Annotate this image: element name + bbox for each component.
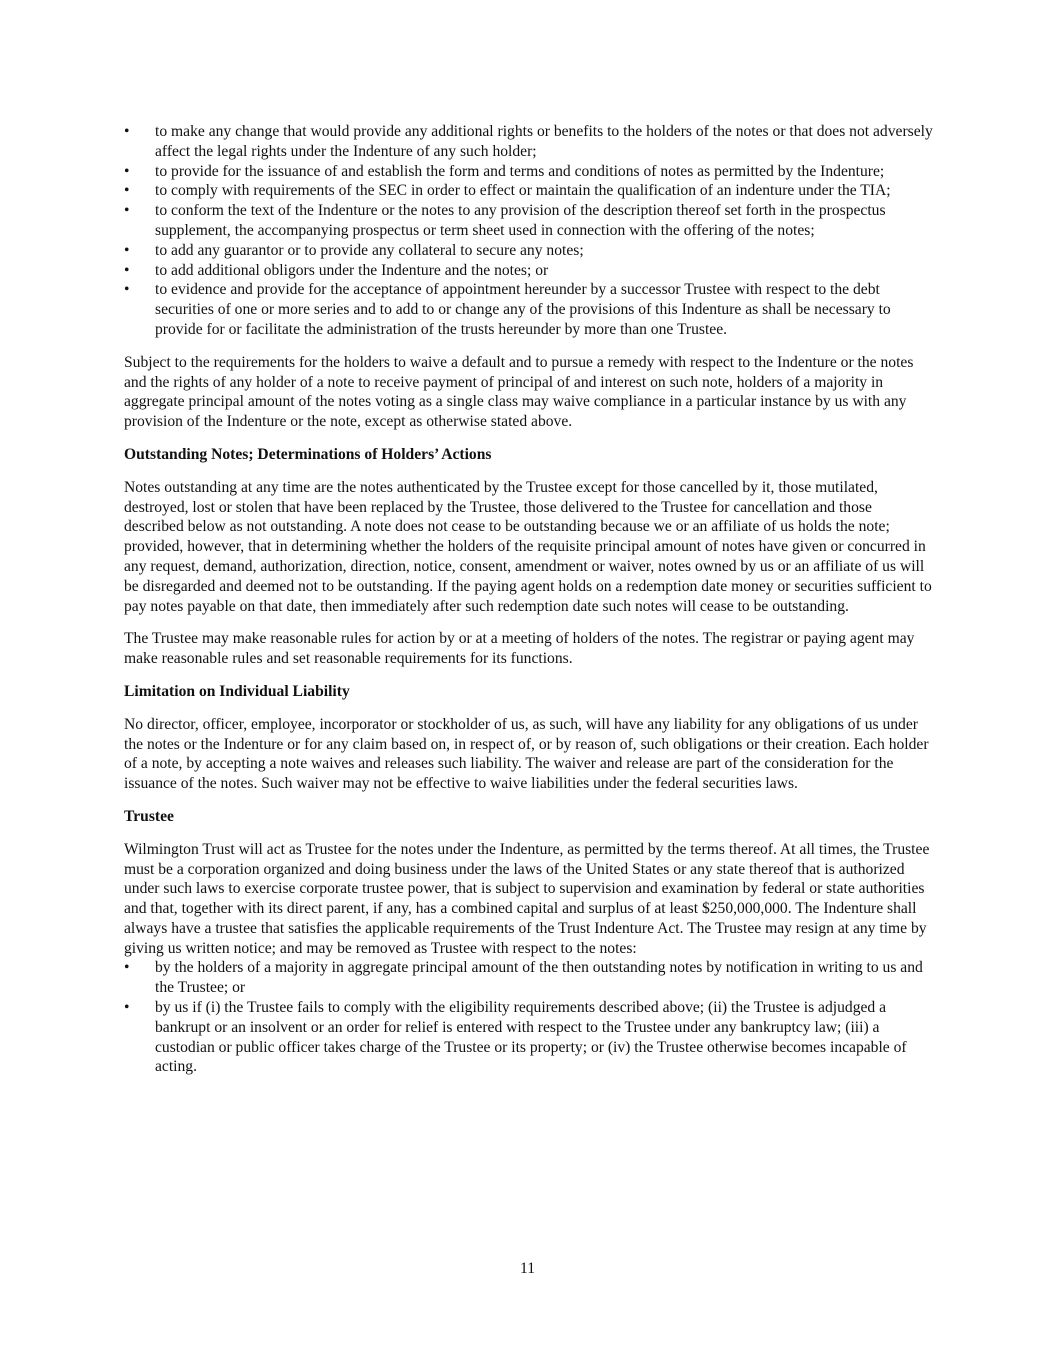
list-item-text: to provide for the issuance of and establish the form and terms and conditions of notes as permitted by the Indenture; bbox=[155, 162, 885, 180]
list-item-text: to add any guarantor or to provide any collateral to secure any notes; bbox=[155, 241, 584, 259]
list-item bbox=[124, 958, 934, 998]
waiver-paragraph: Subject to the requirements for the holders to waive a default and to pursue a remedy with respect to the Indenture or the notes and the rights of any holder of a note to receive payment of principal of and interest on such note, holders of a majority in aggregate principal amount of the notes voting as a single class may waive compliance in a particular instance by us with any provision of the Indenture or the note, except as otherwise stated above. bbox=[124, 353, 914, 431]
trustee-rules-paragraph: The Trustee may make reasonable rules for action by or at a meeting of holders of the notes. The registrar or paying agent may make reasonable rules and set reasonable requirements for its functions. bbox=[124, 630, 915, 668]
bullet-marker: • bbox=[124, 999, 130, 1017]
liability-paragraph: No director, officer, employee, incorporator or stockholder of us, as such, will have any liability for any obligations of us under the notes or the Indenture or for any claim based on, in respect of, or by reason of, such obligations or their creation. Each holder of a note, by accepting a note waives and releases such liability. The waiver and release are part of the consideration for the issuance of the notes. Such waiver may not be effective to waive liabilities under the federal securities laws. bbox=[124, 715, 929, 793]
amendment-bullet-list bbox=[124, 122, 934, 340]
outstanding-notes-heading: Outstanding Notes; Determinations of Holders’ Actions bbox=[124, 445, 492, 463]
list-item-text: by the holders of a majority in aggregate principal amount of the then outstanding notes by notification in writing to us and the Trustee; or bbox=[155, 959, 923, 997]
list-item bbox=[124, 162, 934, 182]
list-item-text: to make any change that would provide any additional rights or benefits to the holders of the notes or that does not adversely affect the legal rights under the Indenture of any such holder; bbox=[155, 123, 933, 160]
list-item bbox=[124, 201, 934, 241]
bullet-marker: • bbox=[124, 261, 130, 279]
list-item bbox=[124, 181, 934, 201]
outstanding-notes-paragraph: Notes outstanding at any time are the notes authenticated by the Trustee except for those cancelled by it, those mutilated, destroyed, lost or stolen that have been replaced by the Trustee, those delivered to the Trustee for cancellation and those described below as not outstanding. A note does not cease to be outstanding because we or an affiliate of us holds the note; provided, however, that in determining whether the holders of the requisite principal amount of notes have given or concurred in any request, demand, authorization, direction, notice, consent, amendment or waiver, notes owned by us or an affiliate of us will be disregarded and deemed not to be outstanding. If the paying agent holds on a redemption date money or securities sufficient to pay notes payable on that date, then immediately after such redemption date such notes will cease to be outstanding. bbox=[124, 478, 932, 615]
bullet-marker: • bbox=[124, 123, 130, 140]
bullet-marker: • bbox=[124, 959, 130, 977]
bullet-marker: • bbox=[124, 162, 130, 180]
bullet-marker: • bbox=[124, 182, 130, 200]
bullet-marker: • bbox=[124, 202, 130, 220]
bullet-marker: • bbox=[124, 241, 130, 259]
list-item bbox=[124, 122, 934, 162]
list-item bbox=[124, 280, 934, 339]
list-item-text: to evidence and provide for the acceptance of appointment hereunder by a successor Trustee with respect to the debt securities of one or more series and to add to or change any of the provisions of this Indenture as shall be necessary to provide for or facilitate the administration of the trusts hereunder by more than one Trustee. bbox=[155, 281, 891, 338]
list-item bbox=[124, 998, 934, 1077]
list-item bbox=[124, 261, 934, 281]
list-item-text: to add additional obligors under the Indenture and the notes; or bbox=[155, 261, 549, 279]
bullet-marker: • bbox=[124, 281, 130, 299]
trustee-heading: Trustee bbox=[124, 807, 174, 825]
document-page bbox=[124, 122, 934, 1077]
trustee-removal-bullet-list bbox=[124, 958, 934, 1077]
list-item bbox=[124, 241, 934, 261]
list-item-text: by us if (i) the Trustee fails to comply with the eligibility requirements described above; (ii) the Trustee is adjudged a bankrupt or an insolvent or an order for relief is entered with respect to the Trustee under any bankruptcy law; (iii) a custodian or public officer takes charge of the Trustee or its property; or (iv) the Trustee otherwise becomes incapable of acting. bbox=[155, 999, 907, 1076]
page-number: 11 bbox=[519, 1260, 535, 1277]
liability-heading: Limitation on Individual Liability bbox=[124, 682, 350, 700]
trustee-paragraph: Wilmington Trust will act as Trustee for the notes under the Indenture, as permitted by the terms thereof. At all times, the Trustee must be a corporation organized and doing business under the laws of the United States or any state thereof that is authorized under such laws to exercise corporate trustee power, that is subject to supervision and examination by federal or state authorities and that, together with its direct parent, if any, has a combined capital and surplus of at least $250,000,000. The Indenture shall always have a trustee that satisfies the applicable requirements of the Trust Indenture Act. The Trustee may resign at any time by giving us written notice; and may be removed as Trustee with respect to the notes: bbox=[124, 840, 930, 957]
list-item-text: to conform the text of the Indenture or the notes to any provision of the description thereof set forth in the prospectus supplement, the accompanying prospectus or term sheet used in connection with the offering of the notes; bbox=[155, 202, 886, 239]
list-item-text: to comply with requirements of the SEC in order to effect or maintain the qualification of an indenture under the TIA; bbox=[155, 182, 891, 200]
